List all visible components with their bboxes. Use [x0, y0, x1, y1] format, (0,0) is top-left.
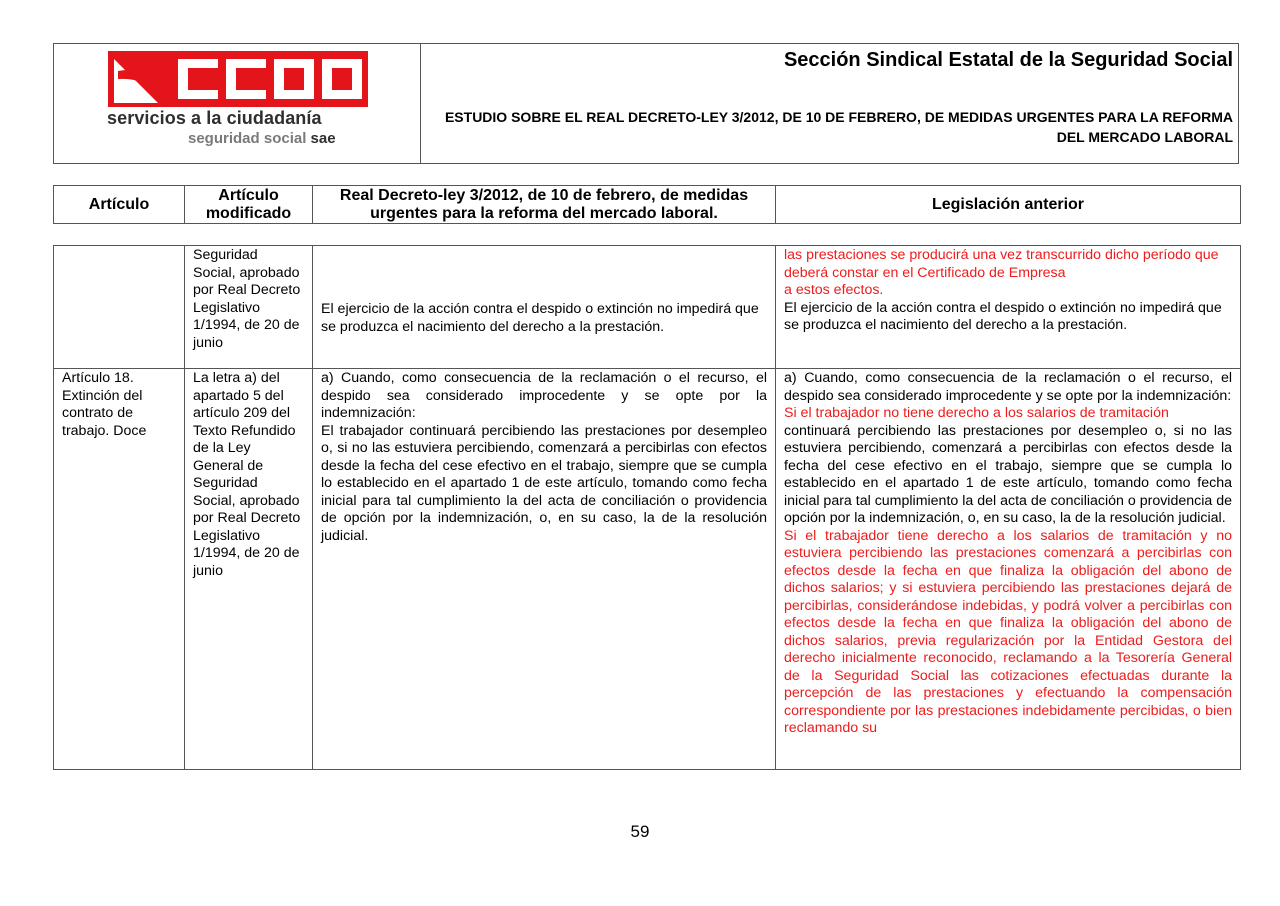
- title-cell: [421, 44, 1238, 163]
- cell-anterior: las prestaciones se producirá una vez transcurrido dicho período que deberá constar en el Certificado de Empresa a estos efectos. El ejercicio de la acción contra el despido o extinción no impedirá que se produzca el nacimiento del derecho a la prestación.: [776, 246, 1241, 369]
- logo-text-line2: seguridad social sae: [188, 130, 336, 147]
- cell-articulo: Artículo 18. Extinción del contrato de trabajo. Doce: [54, 369, 185, 770]
- document-subtitle: ESTUDIO SOBRE EL REAL DECRETO-LEY 3/2012, DE 10 DE FEBRERO, DE MEDIDAS URGENTES PARA LA REFORMA DEL MERCADO LABORAL: [444, 109, 1233, 145]
- cell-modificado: La letra a) del apartado 5 del artículo 209 del Texto Refundido de la Ley General de Seguridad Social, aprobado por Real Decreto Legislativo 1/1994, de 20 de junio: [185, 369, 313, 770]
- cell-anterior: a) Cuando, como consecuencia de la reclamación o el recurso, el despido sea considerado improcedente y se opte por la indemnización: Si el trabajador no tiene derecho a los salarios de tramitación continuará percibiendo las prestaciones por desempleo o, si no las estuviera percibiendo, comenzará a percibirlas con efectos desde la fecha del cese efectivo en el trabajo, siempre que se cumpla lo establecido en el apartado 1 de este artículo, tomando como fecha inicial para tal cumplimiento la del acta de conciliación o providencia de opción por la indemnización, o, en su caso, la de la resolución judicial. Si el trabajador tiene derecho a los salarios de tramitación y no estuviera percibiendo las prestaciones comenzará a percibirlas con efectos desde la fecha en que finaliza la obligación del abono de dichos salarios; y si estuviera percibiendo las prestaciones dejará de percibirlas, considerándose indebidas, y podrá volver a percibirlas con efectos desde la fecha en que finaliza la obligación del abono de dichos salarios, previa regularización por la Entidad Gestora del derecho inicialmente reconocido, reclamando a la Tesorería General de la Seguridad Social las cotizaciones efectuadas durante la percepción de las prestaciones y efectuando la compensación correspondiente por las prestaciones indebidamente percibidas, o bien reclamando su: [776, 369, 1241, 770]
- cell-nuevo: a) Cuando, como consecuencia de la reclamación o el recurso, el despido sea considerado improcedente y se opte por la indemnización: El trabajador continuará percibiendo las prestaciones por desempleo o, si no las estuviera percibiendo, comenzará a percibirlas con efectos desde la fecha del cese efectivo en el trabajo, siempre que se cumpla lo establecido en el apartado 1 de este artículo, tomando como fecha inicial para tal cumplimiento la del acta de conciliación o providencia de opción por la indemnización, o, en su caso, la de la resolución judicial.: [313, 369, 776, 770]
- logo-cell: [54, 44, 421, 163]
- page-number: 59: [630, 822, 650, 841]
- cell-nuevo: El ejercicio de la acción contra el despido o extinción no impedirá que se produzca el nacimiento del derecho a la prestación.: [313, 246, 776, 369]
- column-header-legislacion-anterior: Legislación anterior: [776, 186, 1241, 224]
- document-header: [53, 43, 1239, 164]
- table-row: [54, 369, 1241, 770]
- column-header-table: [53, 185, 1241, 224]
- ccoo-logo: [108, 51, 368, 107]
- comparison-table: [53, 245, 1241, 770]
- cell-articulo: [54, 246, 185, 369]
- column-header-modificado: Artículo modificado: [185, 186, 313, 224]
- column-header-articulo: Artículo: [54, 186, 185, 224]
- table-row: [54, 246, 1241, 369]
- cell-modificado: Seguridad Social, aprobado por Real Decreto Legislativo 1/1994, de 20 de junio: [185, 246, 313, 369]
- logo-text-line1: servicios a la ciudadanía: [107, 108, 322, 128]
- document-title: Sección Sindical Estatal de la Seguridad Social: [783, 49, 1233, 71]
- column-header-real-decreto: Real Decreto-ley 3/2012, de 10 de febrero, de medidas urgentes para la reforma del mercado laboral.: [313, 186, 776, 224]
